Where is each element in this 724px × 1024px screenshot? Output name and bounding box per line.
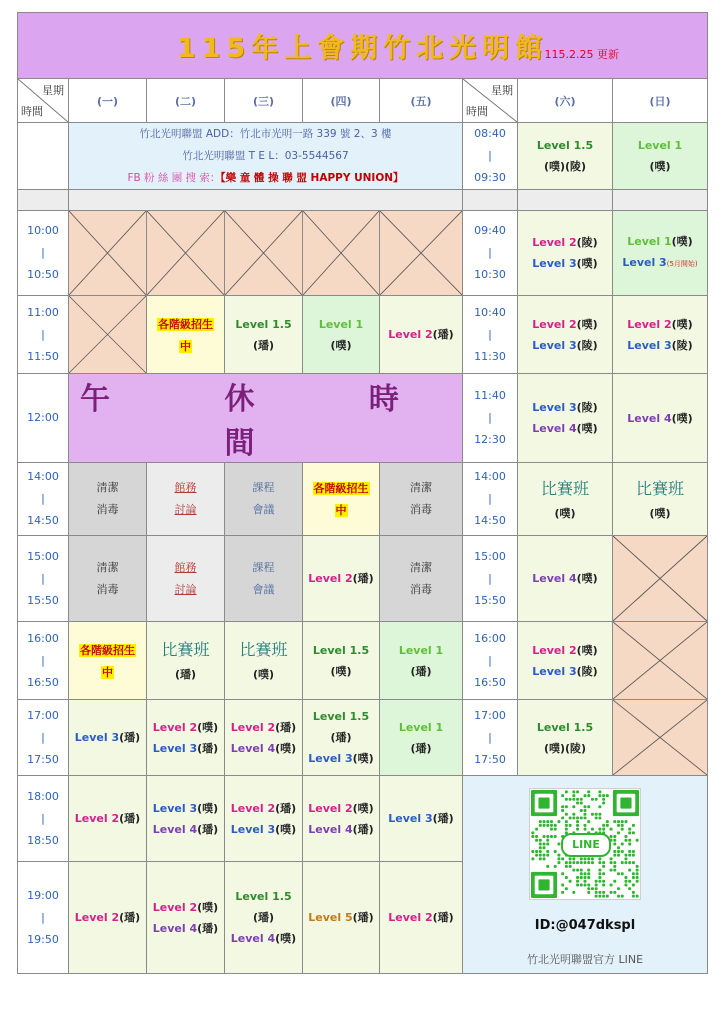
class-sun-1040: Level 2(噗) Level 3(陵) bbox=[613, 296, 708, 374]
competition-tue-1600: 比賽班 (璠) bbox=[147, 622, 225, 700]
page-title: 115年上會期竹北光明館 bbox=[176, 33, 549, 64]
corner-header-left bbox=[18, 79, 69, 123]
recruiting-thu-1400: 各階級招生 中 bbox=[303, 463, 380, 536]
class-sat-1600: Level 2(噗) Level 3(陵) bbox=[518, 622, 613, 700]
spacer-cell bbox=[463, 190, 518, 211]
time-cell-1500-right: 15:00 | 15:50 bbox=[463, 536, 518, 622]
time-cell-1700-right: 17:00 | 17:50 bbox=[463, 700, 518, 776]
day-header-wed: (三) bbox=[225, 79, 303, 123]
class-fri-1100: Level 2(璠) bbox=[380, 296, 463, 374]
spacer-cell bbox=[69, 190, 463, 211]
admin-meeting-tue-1400: 館務 討論 bbox=[147, 463, 225, 536]
day-header-sun: (日) bbox=[613, 79, 708, 123]
update-date: 115.2.25 更新 bbox=[544, 48, 619, 61]
class-mon-1800: Level 2(璠) bbox=[69, 776, 147, 862]
day-header-fri: (五) bbox=[380, 79, 463, 123]
closed-slot bbox=[613, 700, 708, 776]
time-cell-0840: 08:40 | 09:30 bbox=[463, 123, 518, 190]
corner-time-label: 時間 bbox=[21, 105, 43, 118]
class-sat-1140: Level 3(陵) Level 4(噗) bbox=[518, 374, 613, 463]
class-sat-0940: Level 2(陵) Level 3(噗) bbox=[518, 211, 613, 296]
class-fri-1800: Level 3(璠) bbox=[380, 776, 463, 862]
closed-slot bbox=[69, 296, 147, 374]
class-tue-1800: Level 3(噗) Level 4(璠) bbox=[147, 776, 225, 862]
corner-header-right bbox=[463, 79, 518, 123]
class-wed-1900: Level 1.5 (璠) Level 4(噗) bbox=[225, 862, 303, 974]
time-cell-1000: 10:00 | 10:50 bbox=[18, 211, 69, 296]
class-wed-1700: Level 2(璠) Level 4(噗) bbox=[225, 700, 303, 776]
class-sat-0840: Level 1.5 (噗)(陵) bbox=[518, 123, 613, 190]
class-sun-0840: Level 1 (噗) bbox=[613, 123, 708, 190]
closed-slot bbox=[613, 622, 708, 700]
time-cell-1600-right: 16:00 | 16:50 bbox=[463, 622, 518, 700]
class-wed-1100: Level 1.5 (璠) bbox=[225, 296, 303, 374]
closed-slot bbox=[225, 211, 303, 296]
class-schedule-table bbox=[17, 12, 708, 974]
class-thu-1900: Level 5(璠) bbox=[303, 862, 380, 974]
class-sat-1700: Level 1.5 (噗)(陵) bbox=[518, 700, 613, 776]
cleaning-mon-1500: 清潔 消毒 bbox=[69, 536, 147, 622]
time-cell-1100: 11:00 | 11:50 bbox=[18, 296, 69, 374]
class-sun-1140: Level 4(噗) bbox=[613, 374, 708, 463]
course-meeting-wed-1400: 課程 會議 bbox=[225, 463, 303, 536]
line-qr-panel bbox=[463, 776, 708, 974]
competition-wed-1600: 比賽班 (噗) bbox=[225, 622, 303, 700]
class-tue-1700: Level 2(噗) Level 3(璠) bbox=[147, 700, 225, 776]
phone-text: 竹北光明聯盟 T E L：03-5544567 bbox=[182, 150, 349, 162]
class-tue-1900: Level 2(噗) Level 4(璠) bbox=[147, 862, 225, 974]
lunch-break bbox=[69, 374, 463, 463]
time-cell-empty bbox=[18, 123, 69, 190]
time-cell-1140: 11:40 | 12:30 bbox=[463, 374, 518, 463]
closed-slot bbox=[380, 211, 463, 296]
time-cell-1040: 10:40 | 11:30 bbox=[463, 296, 518, 374]
time-cell-0940: 09:40 | 10:30 bbox=[463, 211, 518, 296]
day-header-tue: (二) bbox=[147, 79, 225, 123]
class-fri-1700: Level 1 (璠) bbox=[380, 700, 463, 776]
class-fri-1600: Level 1 (璠) bbox=[380, 622, 463, 700]
class-thu-1500: Level 2(璠) bbox=[303, 536, 380, 622]
line-id: ID:@047dkspl bbox=[534, 918, 636, 933]
lunch-label: 午 休 時 間 bbox=[80, 382, 451, 461]
time-cell-1600: 16:00 | 16:50 bbox=[18, 622, 69, 700]
address-text: 竹北光明聯盟 ADD：竹北市光明一路 339 號 2、3 樓 bbox=[139, 128, 392, 140]
closed-slot bbox=[69, 211, 147, 296]
day-header-sat: (六) bbox=[518, 79, 613, 123]
closed-slot bbox=[613, 536, 708, 622]
cleaning-mon-1400: 清潔 消毒 bbox=[69, 463, 147, 536]
class-mon-1900: Level 2(璠) bbox=[69, 862, 147, 974]
time-cell-1200: 12:00 bbox=[18, 374, 69, 463]
spacer-cell bbox=[613, 190, 708, 211]
class-thu-1800: Level 2(噗) Level 4(璠) bbox=[303, 776, 380, 862]
class-fri-1900: Level 2(璠) bbox=[380, 862, 463, 974]
class-sun-0940: Level 1(噗) Level 3(5月開始) bbox=[613, 211, 708, 296]
time-cell-1900: 19:00 | 19:50 bbox=[18, 862, 69, 974]
line-caption: 竹北光明聯盟官方 LINE bbox=[526, 953, 644, 966]
class-mon-1700: Level 3(璠) bbox=[69, 700, 147, 776]
class-thu-1700: Level 1.5 (璠) Level 3(噗) bbox=[303, 700, 380, 776]
corner-time-label: 時間 bbox=[466, 105, 488, 118]
recruiting-tue-1100: 各階級招生 中 bbox=[147, 296, 225, 374]
time-cell-1400: 14:00 | 14:50 bbox=[18, 463, 69, 536]
spacer-cell bbox=[518, 190, 613, 211]
cleaning-fri-1500: 清潔 消毒 bbox=[380, 536, 463, 622]
admin-meeting-tue-1500: 館務 討論 bbox=[147, 536, 225, 622]
time-cell-1800: 18:00 | 18:50 bbox=[18, 776, 69, 862]
day-header-mon: (一) bbox=[69, 79, 147, 123]
course-meeting-wed-1500: 課程 會議 bbox=[225, 536, 303, 622]
closed-slot bbox=[147, 211, 225, 296]
line-badge: LINE bbox=[561, 833, 611, 857]
time-cell-1700: 17:00 | 17:50 bbox=[18, 700, 69, 776]
class-thu-1100: Level 1 (噗) bbox=[303, 296, 380, 374]
day-header-thu: (四) bbox=[303, 79, 380, 123]
contact-info bbox=[69, 123, 463, 190]
title-banner bbox=[18, 13, 708, 79]
class-thu-1600: Level 1.5 (噗) bbox=[303, 622, 380, 700]
corner-weekday-label: 星期 bbox=[42, 84, 64, 97]
class-sat-1500: Level 4(噗) bbox=[518, 536, 613, 622]
corner-weekday-label: 星期 bbox=[491, 84, 513, 97]
facebook-search-text: FB 粉 絲 團 搜 索：【樂 童 體 操 聯 盟 HAPPY UNION】 bbox=[127, 172, 404, 184]
competition-sun-1400: 比賽班 (噗) bbox=[613, 463, 708, 536]
spacer-cell bbox=[18, 190, 69, 211]
recruiting-mon-1600: 各階級招生 中 bbox=[69, 622, 147, 700]
time-cell-1500: 15:00 | 15:50 bbox=[18, 536, 69, 622]
class-wed-1800: Level 2(璠) Level 3(噗) bbox=[225, 776, 303, 862]
competition-sat-1400: 比賽班 (噗) bbox=[518, 463, 613, 536]
line-qr-code[interactable] bbox=[529, 788, 641, 900]
closed-slot bbox=[303, 211, 380, 296]
class-sat-1040: Level 2(噗) Level 3(陵) bbox=[518, 296, 613, 374]
cleaning-fri-1400: 清潔 消毒 bbox=[380, 463, 463, 536]
time-cell-1400-right: 14:00 | 14:50 bbox=[463, 463, 518, 536]
